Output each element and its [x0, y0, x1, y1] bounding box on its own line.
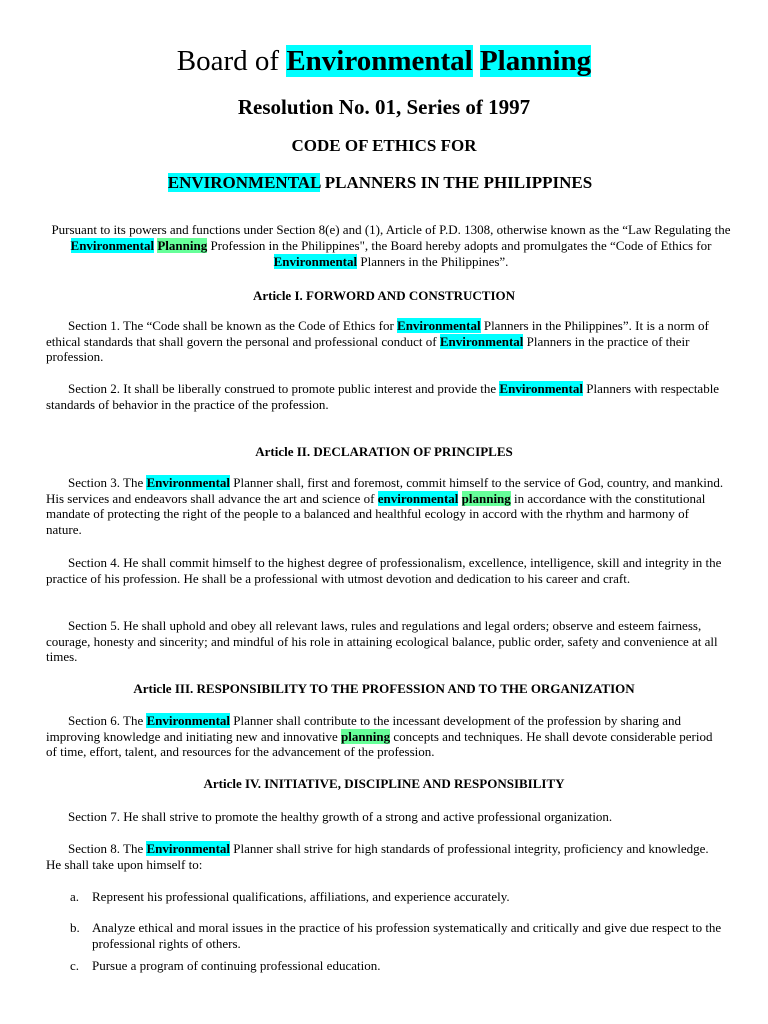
document-title: Board of Environmental Planning	[176, 45, 592, 77]
article-2-heading: Article II. DECLARATION OF PRINCIPLES	[255, 444, 513, 459]
highlight-planning: planning	[340, 728, 391, 744]
section-6-paragraph: Section 6. The Environmental Planner shall contribute to the incessant development of the profession by sharing and improving knowledge and initiating new and innovative planning concepts and techniques. He shall devote considerable period of time, effort, talent, and resources for the advancement of the profession.	[46, 713, 713, 759]
article-4-heading: Article IV. INITIATIVE, DISCIPLINE AND RESPONSIBILITY	[203, 776, 565, 791]
resolution-number: Resolution No. 01, Series of 1997	[237, 95, 531, 119]
highlight-environmental: Environmental	[70, 238, 155, 253]
preamble-paragraph: Pursuant to its powers and functions under Section 8(e) and (1), Article of P.D. 1308, otherwise known as the “Law Regulating the Environmental Planning Profession in the Philippines", the Board hereby adopts and promulgates the “Code of Ethics for Environmental Planners in the Philippines”.	[51, 222, 731, 269]
highlight-planning: Planning	[157, 238, 208, 253]
highlight-environmental: ENVIRONMENTAL	[167, 173, 321, 192]
highlight-environmental: Environmental	[397, 318, 481, 333]
list-item-text: Represent his professional qualifications, affiliations, and experience accurately.	[92, 889, 510, 904]
highlight-environmental: Environmental	[273, 254, 358, 269]
list-item-text: Analyze ethical and moral issues in the practice of his profession systematically and critically and give due respect to the professional rights of others.	[92, 920, 722, 951]
highlight-planning: planning	[461, 490, 511, 506]
section-7-paragraph: Section 7. He shall strive to promote the healthy growth of a strong and active professional organization.	[68, 809, 613, 824]
highlight-environmental: Environmental	[499, 381, 583, 396]
code-title-line-2: ENVIRONMENTAL PLANNERS IN THE PHILIPPINES	[167, 173, 593, 192]
section-1-paragraph: Section 1. The “Code shall be known as the Code of Ethics for Environmental Planners in the Philippines”. It is a norm of ethical standards that shall govern the personal and professional conduct of Environmental Planners in the practice of their profession.	[46, 318, 709, 364]
list-item	[70, 958, 730, 974]
section-4-paragraph: Section 4. He shall commit himself to the highest degree of professionalism, excellence, intelligence, skill and integrity in the practice of his profession. He shall be a professional with utmost devotion and dedication to his career and craft.	[46, 555, 722, 586]
highlight-environmental: Environmental	[439, 333, 524, 349]
list-item-text: Pursue a program of continuing professional education.	[92, 958, 381, 973]
section-5-paragraph: Section 5. He shall uphold and obey all relevant laws, rules and regulations and legal orders; observe and esteem fairness, courage, honesty and sincerity; and mindful of his role in attaining ecological balance, public order, safety and convenience at all times.	[46, 618, 718, 664]
highlight-environmental: Environmental	[146, 841, 231, 856]
section-8-paragraph: Section 8. The Environmental Planner shall strive for high standards of professional integrity, proficiency and knowledge. He shall take upon himself to:	[46, 841, 709, 872]
highlight-environmental: Environmental	[146, 475, 231, 490]
code-title-line-1: CODE OF ETHICS FOR	[291, 136, 477, 155]
highlight-planning: Planning	[479, 45, 592, 77]
list-item	[70, 920, 730, 951]
section-2-paragraph: Section 2. It shall be liberally construed to promote public interest and provide the Environmental Planners with respectable standards of behavior in the practice of the profession.	[46, 381, 720, 412]
list-marker: b.	[70, 920, 80, 935]
list-marker: a.	[70, 889, 80, 904]
article-3-heading: Article III. RESPONSIBILITY TO THE PROFESSION AND TO THE ORGANIZATION	[133, 681, 635, 696]
list-marker: c.	[70, 958, 80, 973]
article-1-heading: Article I. FORWORD AND CONSTRUCTION	[252, 288, 516, 303]
highlight-environmental: environmental	[377, 490, 459, 506]
list-item	[70, 889, 730, 905]
section-3-paragraph: Section 3. The Environmental Planner shall, first and foremost, commit himself to the service of God, country, and mankind. His services and endeavors shall advance the art and science of environmental planning in accordance with the constitutional mandate of protecting the right of the people to a balanced and healthful ecology in accord with the rhythm and harmony of nature.	[46, 475, 724, 537]
highlight-environmental: Environmental	[146, 713, 231, 728]
highlight-environmental: Environmental	[286, 45, 473, 77]
